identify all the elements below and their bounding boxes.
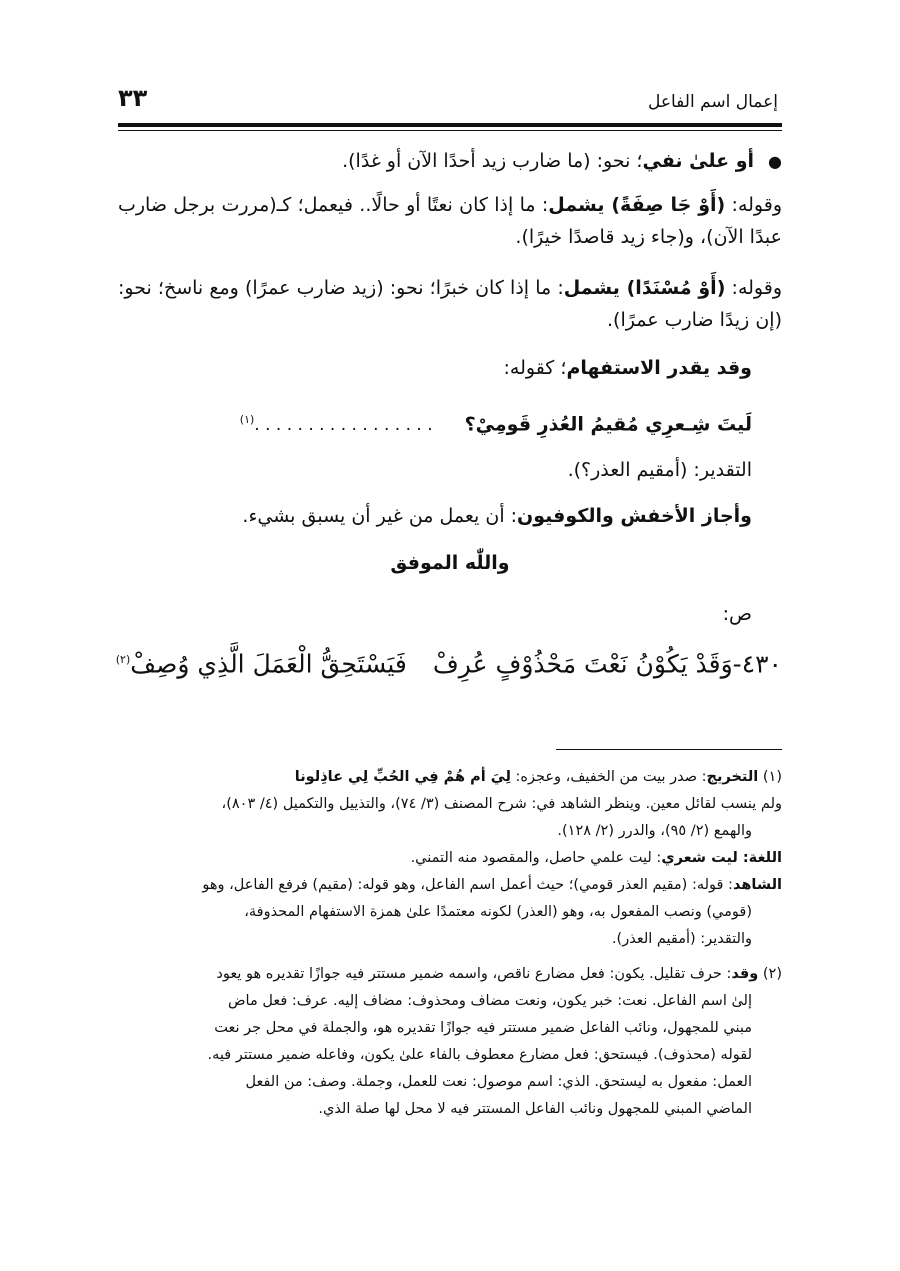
verse-1-dots: . . . . . . . . . . . . . . . . . <box>254 415 433 436</box>
header-rule-thin <box>118 130 782 131</box>
paragraph-1 <box>118 189 782 253</box>
footnote-1-line-6: (قومي) ونصب المفعول به، وهو (العذر) لكونه معتمدًا علىٰ همزة الاستفهام المحذوفة، <box>244 904 752 920</box>
paragraph-1-text: : ما إذا كان نعتًا أو حالًا.. فيعمل؛ كـ(مررت برجل ضارب عبدًا الآن)، و(جاء زيد قاصدًا خيرًا). <box>118 194 782 248</box>
paragraph-2-bold: (أَوْ مُسْنَدًا) يشمل <box>563 277 726 299</box>
footnote-2-line-4: لقوله (محذوف). فيستحق: فعل مضارع معطوف بالفاء علىٰ يكون، وفاعله ضمير مستتر فيه. <box>207 1047 752 1063</box>
paragraph-2-prefix: وقوله: <box>725 277 782 299</box>
ajaz-line <box>118 500 752 532</box>
footnote-2-line-3: مبني للمجهول، ونائب الفاعل ضمير مستتر فيه جوازًا تقديره هو، والجملة في محل جر نعت <box>214 1020 752 1036</box>
footnote-2-text: : حرف تقليل. يكون: فعل مضارع ناقص، واسمه ضمير مستتر فيه جوازًا تقديره هو يعود <box>216 966 732 982</box>
bullet-label: أو علىٰ نفي <box>642 150 755 172</box>
bullet-text: ؛ نحو: (ما ضارب زيد أحدًا الآن أو غدًا). <box>342 150 643 172</box>
taqdir-line: التقدير: (أمقيم العذر؟). <box>567 459 752 481</box>
verse-1-text: لَيتَ شِـعرِي مُقيمُ العُذرِ قَومِيْ؟ <box>464 413 752 436</box>
footnote-2-number: (٢) <box>762 966 782 982</box>
footnote-2-line-2: إلىٰ اسم الفاعل. نعت: خبر يكون، ونعت مضاف ومحذوف: مضاف إليه. عرف: فعل ماض <box>228 993 752 1009</box>
paragraph-1-bold: (أَوْ جَا صِفَةً) يشمل <box>548 194 726 216</box>
footnote-1-hemistich: لِيَ أم هُمْ فِي الحُبِّ لِي عاذِلونا <box>294 769 511 785</box>
paragraph-2-text: : ما إذا كان خبرًا؛ نحو: (زيد ضارب عمرًا) ومع ناسخ؛ نحو: (إن زيدًا ضارب عمرًا). <box>118 277 782 331</box>
footnote-separator <box>556 749 782 750</box>
bullet-icon: ● <box>768 152 782 171</box>
closing-line <box>118 547 782 579</box>
istifham-line <box>118 352 752 384</box>
sad-label: ص: <box>722 603 752 625</box>
running-header-title: إعمال اسم الفاعل <box>647 92 778 112</box>
paragraph-2 <box>118 272 782 336</box>
footnote-2-line-5: العمل: مفعول به ليستحق. الذي: اسم موصول: نعت للعمل، وجملة. وصف: من الفعل <box>245 1074 752 1090</box>
footnote-1-line-5 <box>118 872 782 899</box>
verse-2-footnote-ref: (٢) <box>115 653 131 666</box>
istifham-text: ؛ كقوله: <box>503 357 567 379</box>
footnote-1-lugha-text: : ليت علمي حاصل، والمقصود منه التمني. <box>410 850 662 866</box>
page-number: ٣٣ <box>118 84 148 112</box>
footnote-1-number: (١) <box>762 769 782 785</box>
verse-1 <box>118 404 752 441</box>
footnote-2-label: وقد <box>731 966 759 982</box>
verse-2-second-hemistich: فَيَسْتَحِقُّ الْعَمَلَ الَّذِي وُصِفْ <box>130 649 407 679</box>
header-rule-thick <box>118 123 782 127</box>
footnote-2-line-6: الماضي المبني للمجهول ونائب الفاعل المستتر فيه لا محل لها صلة الذي. <box>318 1101 752 1117</box>
footnote-1-line-2: ولم ينسب لقائل معين. وينظر الشاهد في: شرح المصنف (٣/ ٧٤)، والتذييل والتكميل (٤/ ٨٠٣)، <box>221 796 782 812</box>
istifham-bold: وقد يقدر الاستفهام <box>566 357 752 379</box>
verse-1-footnote-ref: (١) <box>239 413 255 426</box>
footnote-1-line-7: والتقدير: (أمقيم العذر). <box>611 931 752 947</box>
footnote-1-text: : صدر بيت من الخفيف، وعجزه: <box>510 769 707 785</box>
footnote-1-label: التخريج <box>706 769 759 785</box>
paragraph-1-prefix: وقوله: <box>725 194 783 216</box>
footnote-1-line-3: والهمع (٢/ ٩٥)، والدرر (٢/ ١٢٨). <box>557 823 752 839</box>
ajaz-bold: وأجاز الأخفش والكوفيون <box>517 505 752 527</box>
footnote-1-shahid-text: : قوله: (مقيم العذر قومي)؛ حيث أعمل اسم الفاعل، وهو قوله: (مقيم) فرفع الفاعل، وهو <box>202 877 733 893</box>
footnote-1-line-4 <box>118 845 782 872</box>
bullet-line <box>118 145 782 178</box>
footnote-1-shahid-label: الشاهد <box>732 877 782 893</box>
verse-2 <box>115 640 782 684</box>
footnote-1-lugha-label: اللغة: ليت شعري <box>661 850 782 866</box>
footnote-2-line-1 <box>118 961 782 988</box>
ajaz-text: : أن يعمل من غير أن يسبق بشيء. <box>242 505 518 527</box>
footnote-1-line-1 <box>118 764 782 791</box>
verse-2-first-hemistich: ٤٣٠-وَقَدْ يَكُوْنُ نَعْتَ مَحْذُوْفٍ عُرِفْ <box>432 649 782 679</box>
closing-text: واللّٰه الموفق <box>390 552 510 574</box>
